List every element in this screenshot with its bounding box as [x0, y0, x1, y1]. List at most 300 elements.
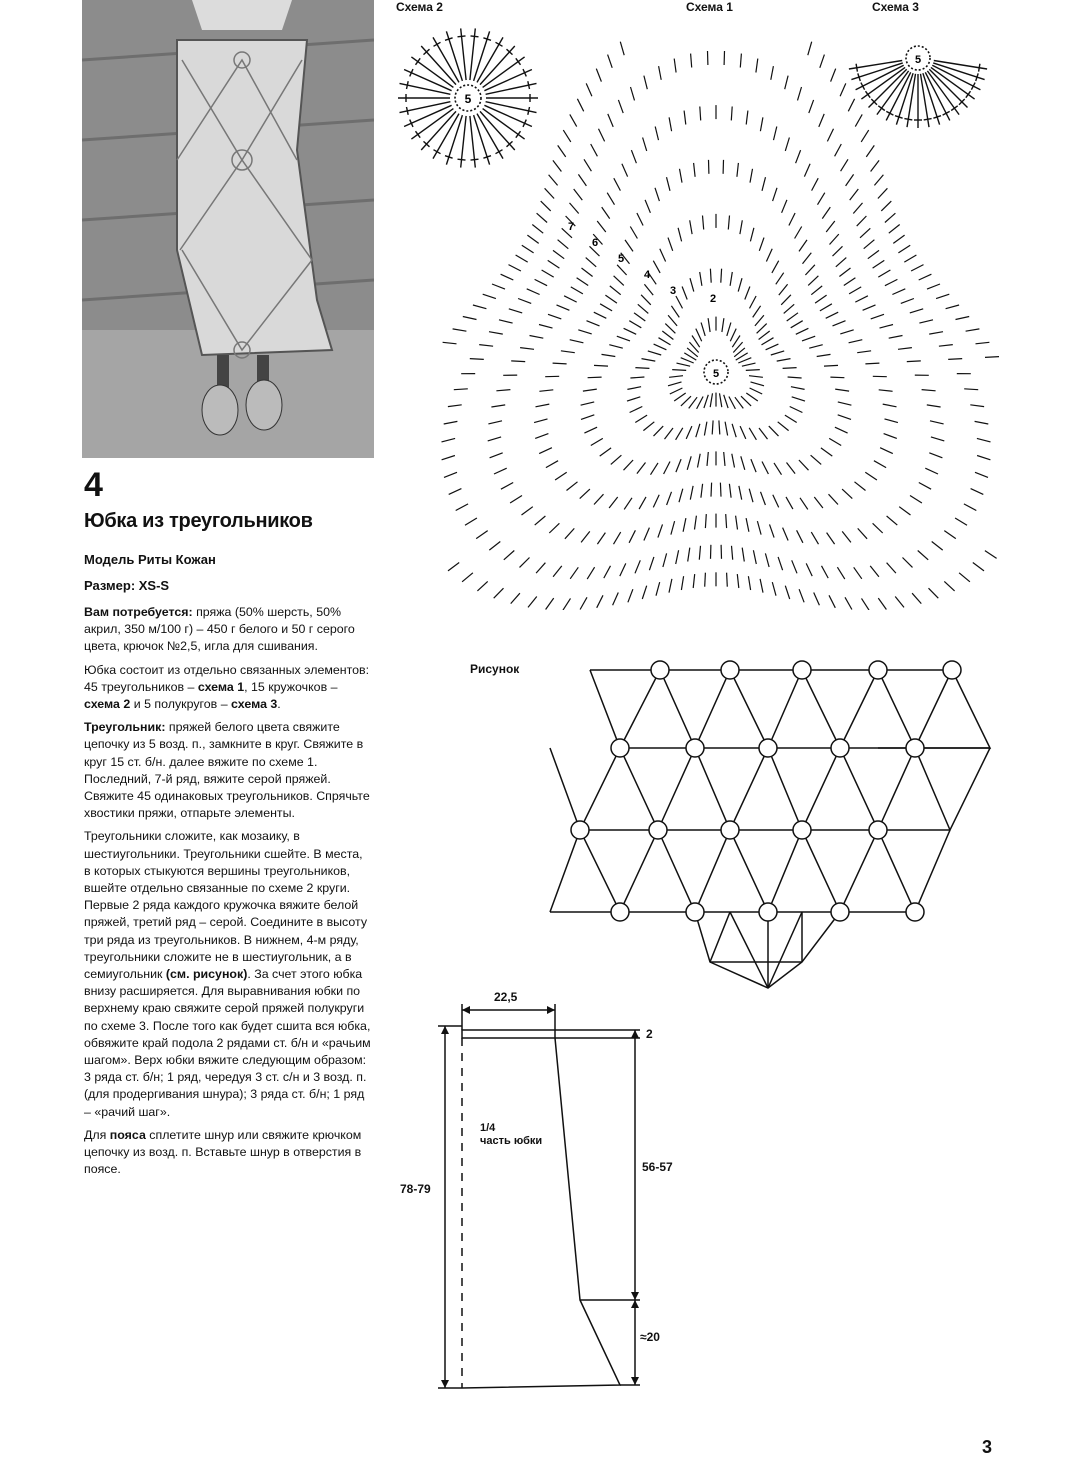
stitch-mark: [824, 365, 838, 366]
stitch-mark: [591, 438, 603, 445]
stitch-mark: [667, 177, 671, 191]
stitch-mark: [724, 452, 725, 466]
stitch-mark: [697, 397, 704, 409]
stitch-mark: [463, 317, 477, 320]
stitch-mark: [643, 138, 647, 151]
stitch-mark: [736, 516, 738, 530]
stitch-mark: [630, 407, 643, 413]
stitch-mark: [873, 260, 885, 268]
stitch-mark: [800, 498, 808, 510]
stitch-mark: [637, 463, 646, 474]
stitch-mark: [501, 483, 513, 490]
stitch-mark: [488, 421, 502, 424]
stitch-mark: [838, 402, 852, 405]
stitch-mark: [473, 305, 487, 309]
stitch-mark: [696, 329, 702, 342]
triangle-paragraph: [84, 719, 372, 822]
stitch-mark: [624, 460, 634, 470]
dim-waist: 2: [646, 1027, 653, 1041]
belt-text-a: Для: [84, 1127, 110, 1142]
stitch-mark: [565, 528, 574, 538]
stitch-mark: [731, 107, 732, 121]
dim-width: 22,5: [494, 990, 518, 1004]
triangle-body: пряжей белого цвета свяжите цепочку из 5 возд. п., замкните в круг. Свяжите в круг 15 ст. б/н. далее вяжите по схеме 1. Последний, 7-й ряд, вяжите серой пряжей. Свяжите 45 одинаковых треугольников. Спрячьте хвостики пряжи, отпарьте элементы.: [84, 720, 370, 821]
stitch-mark: [730, 329, 736, 342]
stitch-mark: [416, 131, 421, 138]
stitch-mark: [594, 365, 608, 366]
stitch-mark: [944, 531, 956, 539]
stitch-mark: [944, 581, 954, 591]
stitch-mark: [690, 220, 692, 234]
stitch-mark: [580, 489, 590, 499]
stitch-mark: [522, 245, 534, 253]
stitch-mark: [553, 363, 567, 364]
row-number-4: 4: [644, 269, 651, 281]
stitch-mark: [443, 342, 457, 344]
stitch-mark: [637, 213, 643, 226]
stitch-mark: [586, 258, 597, 267]
stitch-mark: [691, 54, 692, 68]
stitch-mark: [577, 278, 589, 286]
stitch-mark: [625, 240, 633, 252]
stitch-mark: [759, 331, 770, 340]
stitch-mark: [812, 178, 819, 190]
stitch-mark: [407, 81, 409, 89]
stitch-mark: [966, 329, 980, 331]
stitch-mark: [511, 593, 520, 603]
stitch-mark: [596, 69, 601, 82]
stitch-mark: [738, 278, 742, 291]
composition-text-b: , 15 кружочков –: [244, 679, 338, 694]
stitch-mark: [613, 593, 619, 606]
stitch-mark: [774, 127, 777, 141]
assembly-text-a: Треугольники сложите, как мозаику, в шестиугольники. Треугольники сшейте. В места, в которых стыкуются вершины треугольников, вшейте отдельно связанные по схеме 2 круги. Первые 2 ряда каждого кружочка вяжите белой пряжей, третий ряд – серой. Соедините в высоту три ряда из треугольников. В нижнем, 4-м ряду, треугольники сложите не в шестиугольник, а в семиугольник: [84, 829, 368, 982]
stitch-mark: [653, 261, 660, 273]
article-body: [84, 604, 372, 1185]
stitch-mark: [642, 586, 646, 599]
stitch-mark: [727, 323, 731, 336]
stitch-mark: [971, 489, 984, 495]
stitch-mark: [959, 573, 970, 582]
stitch-mark: [788, 377, 802, 378]
stitch-mark: [799, 460, 809, 470]
stitch-mark: [689, 397, 697, 408]
stitch-mark: [732, 454, 735, 468]
stitch-mark: [490, 453, 503, 458]
stitch-mark: [948, 359, 962, 360]
stitch-mark: [465, 518, 477, 525]
stitch-mark: [696, 424, 700, 437]
dim-total-length: 78-79: [400, 1182, 431, 1196]
stitch-mark: [614, 532, 621, 544]
stitch-mark: [749, 376, 763, 378]
row-number-6: 6: [592, 237, 599, 249]
quarter-fraction: 1/4: [480, 1122, 496, 1134]
stitch-mark: [674, 59, 676, 73]
stitch-mark: [730, 272, 732, 286]
stitch-mark: [602, 354, 616, 356]
stitch-mark: [750, 388, 763, 394]
stitch-mark: [618, 100, 623, 113]
stitch-mark: [627, 397, 640, 401]
stitch-mark: [407, 107, 409, 115]
stitch-mark: [680, 169, 683, 183]
stitch-mark: [672, 370, 686, 371]
stitch-mark: [737, 163, 739, 177]
materials-body: пряжа (50% шерсть, 50% акрил, 350 м/100 г) – 450 г белого и 50 г серого цвета, крючок №2,5, игла для сшивания.: [84, 605, 355, 654]
stitch-mark: [919, 320, 933, 323]
stitch-mark: [535, 434, 548, 439]
stitch-mark: [821, 448, 832, 456]
stitch-mark: [664, 462, 670, 475]
stitch-mark: [536, 563, 545, 573]
stitch-mark: [840, 330, 853, 334]
stitch-mark: [835, 427, 848, 433]
stitch-mark: [745, 287, 750, 300]
stitch-mark: [504, 551, 515, 560]
stitch-mark: [797, 530, 803, 543]
stitch-mark: [712, 420, 713, 434]
stitch-mark: [946, 305, 960, 309]
stitch-mark: [671, 521, 675, 535]
stitch-mark: [674, 393, 686, 401]
ref-schema1: схема 1: [197, 679, 245, 694]
stitch-mark: [762, 462, 768, 475]
stitch-mark: [627, 387, 641, 390]
stitch-mark: [887, 516, 898, 525]
stitch-mark: [628, 589, 633, 602]
stitch-mark: [836, 258, 847, 267]
stitch-mark: [658, 524, 663, 537]
stitch-mark: [811, 532, 818, 544]
stitch-mark: [656, 582, 660, 596]
schema1-diagram: [440, 30, 1000, 610]
stitch-mark: [857, 216, 867, 226]
stitch-mark: [822, 207, 830, 219]
schema2-center: 5: [464, 92, 472, 106]
stitch-mark: [857, 351, 871, 353]
stitch-mark: [750, 296, 757, 308]
schema2-label: Схема 2: [396, 0, 443, 14]
stitch-mark: [879, 390, 893, 392]
stitch-mark: [861, 130, 869, 142]
stitch-mark: [442, 438, 456, 442]
stitch-mark: [808, 276, 818, 286]
ref-schema2: схема 2: [84, 697, 131, 712]
stitch-mark: [773, 188, 777, 201]
stitch-mark: [846, 174, 854, 186]
stitch-mark: [604, 566, 611, 578]
stitch-mark: [462, 573, 473, 582]
stitch-mark: [607, 193, 614, 205]
stitch-mark: [757, 521, 761, 535]
stitch-mark: [727, 573, 728, 587]
stitch-mark: [762, 177, 766, 191]
stitch-mark: [563, 130, 571, 142]
stitch-mark: [910, 496, 922, 504]
stitch-mark: [635, 415, 647, 422]
stitch-mark: [528, 597, 537, 608]
belt-bold: пояса: [109, 1127, 146, 1142]
stitch-mark: [688, 548, 690, 562]
stitch-mark: [578, 174, 586, 186]
stitch-mark: [496, 390, 510, 391]
stitch-mark: [532, 225, 543, 234]
stitch-mark: [683, 518, 686, 532]
stitch-mark: [682, 287, 687, 300]
skirt-photo: [82, 0, 374, 458]
stitch-mark: [494, 588, 504, 598]
stitch-mark: [489, 542, 500, 551]
schema3-label: Схема 3: [872, 0, 919, 14]
stitch-mark: [796, 328, 809, 334]
stitch-mark: [860, 228, 870, 238]
stitch-mark: [594, 494, 604, 504]
stitch-mark: [925, 468, 938, 474]
stitch-mark: [520, 558, 530, 568]
stitch-mark: [720, 483, 721, 497]
stitch-mark: [600, 448, 611, 456]
stitch-mark: [889, 336, 903, 339]
stitch-mark: [563, 598, 571, 610]
stitch-mark: [476, 531, 488, 539]
stitch-mark: [817, 354, 831, 356]
stitch-mark: [470, 359, 484, 360]
stitch-mark: [534, 419, 547, 423]
stitch-mark: [903, 558, 913, 568]
stitch-mark: [842, 531, 851, 542]
stitch-mark: [704, 395, 708, 408]
stitch-mark: [483, 294, 496, 298]
stitch-mark: [663, 553, 667, 567]
stitch-mark: [725, 422, 728, 436]
stitch-mark: [545, 188, 555, 198]
stitch-mark: [759, 238, 764, 251]
stitch-mark: [678, 228, 682, 242]
stitch-mark: [977, 438, 991, 442]
stitch-mark: [739, 486, 742, 500]
stitch-mark: [898, 348, 912, 350]
stitch-mark: [805, 265, 815, 275]
stitch-mark: [659, 66, 662, 80]
stitch-mark: [760, 579, 763, 593]
stitch-mark: [911, 265, 923, 271]
stitch-mark: [630, 227, 637, 239]
stitch-mark: [701, 484, 703, 498]
stitch-mark: [773, 495, 779, 508]
stitch-mark: [901, 299, 914, 304]
stitch-mark: [784, 304, 795, 313]
stitch-mark: [873, 523, 883, 533]
stitch-mark: [818, 193, 825, 205]
schema1-label: Схема 1: [686, 0, 733, 14]
stitch-mark: [835, 389, 849, 391]
stitch-mark: [870, 566, 879, 577]
stitch-mark: [520, 348, 534, 350]
stitch-mark: [690, 278, 694, 291]
stitch-mark: [796, 150, 801, 163]
stitch-mark: [850, 189, 859, 200]
stitch-mark: [814, 497, 823, 508]
schema3-center: 5: [914, 54, 922, 66]
stitch-mark: [740, 426, 746, 439]
stitch-mark: [842, 489, 852, 499]
stitch-mark: [488, 437, 501, 441]
stitch-mark: [668, 382, 682, 386]
stitch-mark: [721, 269, 722, 283]
stitch-mark: [939, 345, 953, 347]
stitch-mark: [670, 388, 683, 394]
stitch-mark: [964, 389, 978, 390]
stitch-mark: [681, 358, 694, 363]
stitch-mark: [676, 428, 683, 440]
stitch-mark: [822, 566, 829, 578]
stitch-mark: [620, 42, 624, 56]
stitch-mark: [489, 332, 503, 334]
stitch-mark: [931, 437, 944, 441]
stitch-mark: [610, 286, 621, 295]
stitch-mark: [804, 164, 810, 177]
assembly-paragraph: [84, 828, 372, 1120]
stitch-mark: [829, 595, 835, 608]
stitch-mark: [855, 114, 862, 126]
stitch-mark: [975, 472, 988, 477]
stitch-mark: [668, 238, 673, 251]
stitch-mark: [936, 294, 949, 298]
stitch-mark: [669, 376, 683, 378]
stitch-mark: [927, 405, 941, 407]
stitch-mark: [638, 304, 649, 313]
page-number: 3: [982, 1437, 993, 1457]
stitch-mark: [845, 597, 852, 609]
stitch-mark: [530, 336, 544, 339]
mosaic-figure: [540, 650, 1000, 1000]
stitch-mark: [583, 389, 597, 391]
stitch-mark: [668, 315, 677, 326]
stitch-mark: [511, 361, 525, 362]
stitch-mark: [829, 438, 841, 445]
stitch-mark: [862, 598, 870, 610]
stitch-mark: [791, 387, 805, 390]
stitch-mark: [442, 456, 455, 460]
stitch-mark: [865, 472, 877, 480]
article-title: Юбка из треугольников: [84, 510, 313, 532]
stitch-mark: [806, 563, 812, 576]
stitch-mark: [537, 213, 548, 222]
stitch-mark: [880, 325, 894, 329]
stitch-mark: [732, 546, 733, 560]
stitch-mark: [510, 496, 522, 504]
stitch-mark: [964, 504, 976, 511]
stitch-mark: [570, 114, 577, 126]
stitch-mark: [878, 270, 890, 277]
stitch-mark: [444, 472, 457, 477]
stitch-mark: [726, 514, 727, 528]
stitch-mark: [772, 582, 776, 596]
stitch-mark: [765, 553, 769, 567]
stitch-mark: [644, 528, 650, 541]
stitch-mark: [597, 533, 605, 545]
stitch-mark: [735, 397, 743, 408]
stitch-mark: [770, 524, 775, 537]
stitch-mark: [912, 593, 921, 603]
stitch-mark: [885, 213, 896, 222]
stitch-mark: [732, 424, 736, 437]
stitch-mark: [527, 289, 540, 295]
dim-flare: ≈20: [640, 1330, 660, 1344]
stitch-mark: [809, 100, 814, 113]
stitch-mark: [753, 550, 756, 564]
stitch-mark: [708, 318, 710, 332]
stitch-mark: [577, 99, 583, 112]
stitch-mark: [830, 234, 839, 244]
stitch-mark: [631, 150, 636, 163]
stitch-mark: [719, 420, 720, 434]
stitch-mark: [622, 164, 628, 177]
stitch-mark: [863, 305, 876, 310]
stitch-mark: [710, 269, 711, 283]
stitch-mark: [858, 528, 867, 538]
stitch-mark: [748, 576, 750, 590]
stitch-mark: [416, 58, 421, 65]
stitch-mark: [597, 595, 603, 608]
stitch-mark: [676, 296, 683, 308]
dim-mid-length: 56-57: [642, 1160, 673, 1174]
stitch-mark: [614, 178, 621, 190]
stitch-mark: [887, 563, 896, 573]
stitch-mark: [778, 422, 789, 431]
stitch-mark: [729, 484, 731, 498]
stitch-mark: [757, 324, 767, 334]
stitch-mark: [564, 296, 577, 302]
stitch-mark: [750, 169, 753, 183]
stitch-mark: [660, 249, 666, 262]
stitch-mark: [634, 313, 645, 321]
stitch-mark: [649, 557, 654, 570]
materials-lead: Вам потребуется:: [84, 605, 193, 619]
stitch-mark: [677, 363, 691, 366]
stitch-mark: [665, 324, 675, 334]
stitch-mark: [704, 422, 707, 436]
stitch-mark: [760, 117, 763, 131]
stitch-mark: [755, 315, 764, 326]
stitch-mark: [588, 377, 602, 378]
stitch-mark: [655, 127, 658, 141]
stitch-mark: [975, 421, 989, 424]
stitch-mark: [558, 240, 569, 249]
stitch-mark: [570, 340, 584, 343]
stitch-mark: [855, 296, 868, 302]
stitch-mark: [904, 255, 916, 262]
stitch-mark: [815, 295, 827, 303]
stitch-mark: [581, 531, 590, 542]
stitch-mark: [509, 309, 522, 313]
stitch-mark: [669, 117, 672, 131]
stitch-mark: [693, 574, 695, 588]
stitch-mark: [785, 76, 788, 90]
stitch-mark: [781, 295, 791, 305]
stitch-mark: [830, 377, 844, 378]
stitch-mark: [699, 546, 700, 560]
stitch-mark: [932, 542, 943, 551]
stitch-mark: [653, 495, 659, 508]
stitch-mark: [541, 201, 551, 211]
stitch-mark: [679, 489, 683, 503]
stitch-mark: [741, 456, 745, 470]
belt-paragraph: [84, 1127, 372, 1179]
stitch-mark: [567, 482, 578, 491]
row-number-3: 3: [670, 285, 677, 297]
